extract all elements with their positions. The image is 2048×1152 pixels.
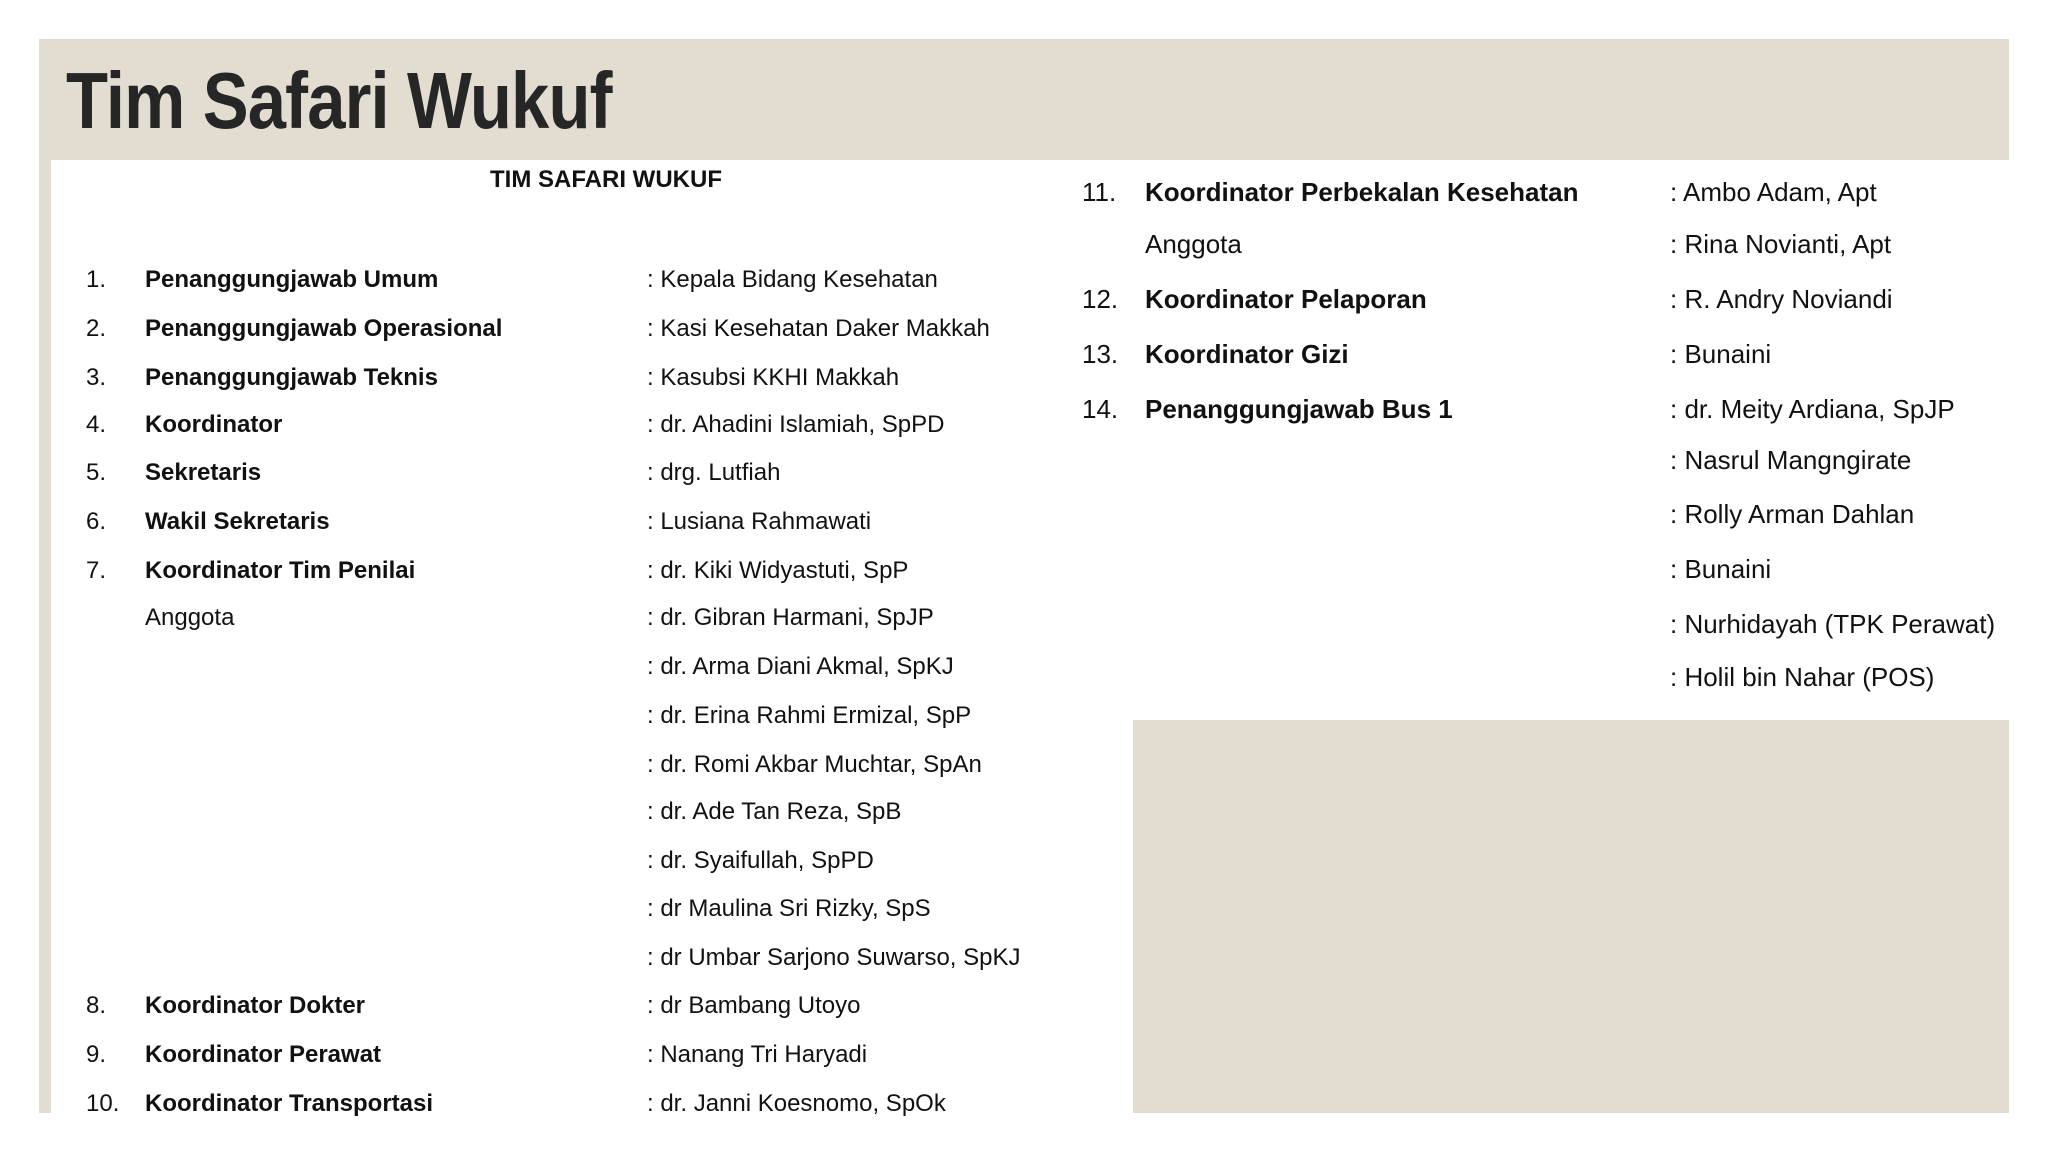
row-value: : dr. Ade Tan Reza, SpB (647, 798, 902, 825)
row-value: : dr Bambang Utoyo (647, 992, 861, 1019)
row-value: : dr Maulina Sri Rizky, SpS (647, 895, 931, 922)
row-number: 13. (1082, 339, 1119, 369)
row-value: : dr. Kiki Widyastuti, SpP (647, 557, 909, 584)
row-number: 4. (86, 411, 107, 438)
row-number: 8. (86, 992, 107, 1019)
row-role: Koordinator Perbekalan Kesehatan (1145, 177, 1579, 207)
row-value: : Kasubsi KKHI Makkah (647, 364, 900, 391)
row-value: : dr. Janni Koesnomo, SpOk (647, 1090, 946, 1117)
row-value: : Nasrul Mangngirate (1670, 445, 1912, 475)
row-number: 14. (1082, 394, 1119, 424)
row-value: : Holil bin Nahar (POS) (1670, 662, 1935, 692)
row-role: Anggota (1145, 229, 1242, 259)
row-role: Penanggungjawab Teknis (145, 364, 438, 391)
row-value: : Bunaini (1670, 339, 1772, 369)
row-value: : Lusiana Rahmawati (647, 508, 872, 535)
row-value: : dr. Romi Akbar Muchtar, SpAn (647, 751, 982, 778)
row-value: : Kasi Kesehatan Daker Makkah (647, 315, 990, 342)
row-role: Sekretaris (145, 459, 262, 486)
row-value: : Nurhidayah (TPK Perawat) (1670, 609, 1996, 639)
row-value: : Nanang Tri Haryadi (647, 1041, 868, 1068)
row-role: Wakil Sekretaris (145, 508, 330, 535)
row-role: Koordinator Tim Penilai (145, 557, 416, 584)
row-number: 7. (86, 557, 107, 584)
row-value: : Rolly Arman Dahlan (1670, 499, 1915, 529)
row-number: 1. (86, 266, 107, 293)
row-role: Koordinator (145, 411, 283, 438)
row-value: : Bunaini (1670, 554, 1772, 584)
row-role: Koordinator Gizi (1145, 339, 1349, 369)
row-role: Koordinator Perawat (145, 1041, 382, 1068)
row-value: : dr. Syaifullah, SpPD (647, 847, 874, 874)
row-value: : dr. Arma Diani Akmal, SpKJ (647, 653, 954, 680)
row-number: 3. (86, 364, 107, 391)
row-role: Penanggungjawab Bus 1 (1145, 394, 1453, 424)
row-number: 12. (1082, 284, 1119, 314)
row-role: Koordinator Dokter (145, 992, 366, 1019)
row-value: : dr. Meity Ardiana, SpJP (1670, 394, 1955, 424)
row-value: : dr. Erina Rahmi Ermizal, SpP (647, 702, 972, 729)
row-number: 11. (1082, 177, 1117, 207)
row-value: : dr Umbar Sarjono Suwarso, SpKJ (647, 944, 1021, 971)
document-heading: TIM SAFARI WUKUF (490, 166, 722, 193)
row-value: : dr. Gibran Harmani, SpJP (647, 604, 934, 631)
row-number: 6. (86, 508, 107, 535)
row-role: Anggota (145, 604, 235, 631)
row-value: : Rina Novianti, Apt (1670, 229, 1892, 259)
row-value: : drg. Lutfiah (647, 459, 781, 486)
row-role: Penanggungjawab Operasional (145, 315, 503, 342)
row-role: Penanggungjawab Umum (145, 266, 439, 293)
row-number: 2. (86, 315, 107, 342)
row-role: Koordinator Transportasi (145, 1090, 434, 1117)
row-number: 5. (86, 459, 107, 486)
row-value: : Ambo Adam, Apt (1670, 177, 1877, 207)
row-value: : Kepala Bidang Kesehatan (647, 266, 938, 293)
row-number: 10. (86, 1090, 120, 1117)
slide-title: Tim Safari Wukuf (66, 56, 612, 145)
row-number: 9. (86, 1041, 107, 1068)
row-value: : R. Andry Noviandi (1670, 284, 1893, 314)
row-role: Koordinator Pelaporan (1145, 284, 1427, 314)
row-value: : dr. Ahadini Islamiah, SpPD (647, 411, 945, 438)
